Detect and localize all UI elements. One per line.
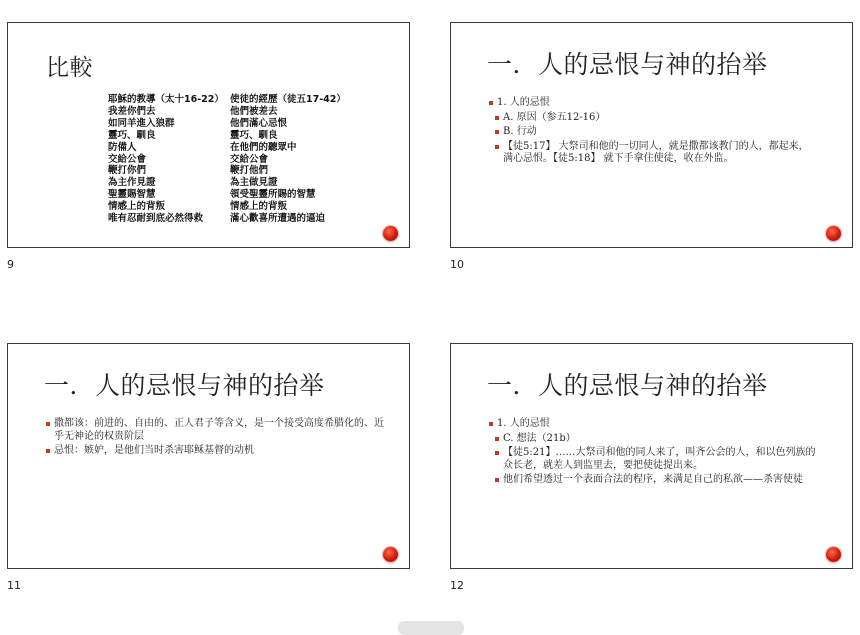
apostles-experience-cell: 交給公會 — [230, 153, 269, 165]
slide-number: 9 — [7, 258, 14, 271]
apostles-experience-cell: 他們被差去 — [230, 105, 278, 117]
slide-12[interactable] — [450, 343, 853, 569]
bullet-item — [493, 126, 817, 139]
slide-11[interactable] — [7, 343, 410, 569]
apostles-experience-cell: 靈巧、馴良 — [230, 129, 278, 141]
comparison-row — [108, 118, 346, 130]
apostles-experience-cell: 為主做見證 — [230, 177, 278, 189]
bullet-icon — [495, 145, 499, 149]
comparison-row — [108, 94, 346, 106]
jesus-teaching-cell: 鞭打你們 — [108, 165, 147, 177]
bullet-item — [493, 141, 817, 166]
jesus-teaching-cell: 我差你們去 — [108, 105, 156, 117]
comparison-row — [108, 142, 346, 154]
apostles-experience-cell: 在他們的聽眾中 — [230, 141, 297, 153]
apostles-experience-cell: 情感上的背叛 — [230, 201, 288, 213]
comparison-row — [108, 165, 346, 177]
bullet-icon — [46, 449, 50, 453]
slide-title: 一．人的忌恨与神的抬举 — [487, 371, 768, 400]
slide-number: 11 — [7, 579, 21, 592]
bullet-item — [487, 97, 817, 110]
slide-title: 比較 — [46, 55, 93, 81]
jesus-teaching-cell: 情感上的背叛 — [108, 201, 166, 213]
bullet-text: A. 原因（参五12-16） — [503, 111, 606, 123]
bullet-item — [44, 445, 389, 458]
jesus-teaching-cell: 唯有忍耐到底必然得救 — [108, 213, 204, 225]
jesus-teaching-cell: 聖靈賜智慧 — [108, 189, 156, 201]
bullet-text: 【徒5:17】 大祭司和他的一切同人，就是撒都该教门的人，都起来，满心忌恨。【徒5:18】 就下手拿住使徒，收在外监。 — [503, 140, 809, 165]
comparison-row — [108, 106, 346, 118]
bullet-text: B. 行动 — [503, 126, 537, 138]
bullet-icon — [495, 116, 499, 120]
apostles-experience-cell: 他們滿心忌恨 — [230, 117, 288, 129]
slide-body — [44, 418, 389, 458]
comparison-row — [108, 201, 346, 213]
apostles-experience-cell: 領受聖靈所賜的智慧 — [230, 189, 316, 201]
record-dot-icon — [383, 226, 398, 241]
jesus-teaching-cell: 如同羊進入狼群 — [108, 117, 175, 129]
comparison-row — [108, 177, 346, 189]
comparison-list — [108, 94, 346, 225]
bullet-text: C. 想法（21b） — [503, 432, 576, 444]
slide-number: 12 — [450, 579, 464, 592]
bullet-icon — [495, 478, 499, 482]
bullet-icon — [495, 451, 499, 455]
slide-body — [487, 418, 817, 487]
slide-number: 10 — [450, 258, 464, 271]
bullet-icon — [489, 422, 493, 426]
bullet-item — [493, 447, 817, 472]
bullet-item — [493, 112, 817, 125]
bullet-text: 撒都该：前进的、自由的、正人君子等含义，是一个接受高度希腊化的、近乎无神论的权贵阶层 — [54, 418, 384, 442]
horizontal-scrollbar[interactable] — [398, 621, 464, 635]
bullet-icon — [489, 101, 493, 105]
record-dot-icon — [826, 547, 841, 562]
bullet-item — [487, 418, 817, 431]
jesus-teaching-cell: 為主作見證 — [108, 177, 156, 189]
slide-title: 一．人的忌恨与神的抬举 — [44, 371, 325, 400]
apostles-experience-cell: 滿心歡喜所遭遇的逼迫 — [230, 213, 326, 225]
apostles-experience-cell: 使徒的經歷（徒五17-42） — [230, 94, 346, 105]
bullet-icon — [46, 422, 50, 426]
bullet-text: 【徒5:21】……大祭司和他的同人来了，叫齐公会的人，和以色列族的众长老，就差人到监里去，要把使徒提出来。 — [503, 447, 816, 471]
jesus-teaching-cell: 耶穌的教導（太十16-22） — [108, 94, 224, 105]
bullet-text: 1. 人的忌恨 — [497, 418, 550, 429]
bullet-icon — [495, 130, 499, 134]
bullet-text: 忌恨：嫉妒，是他们当时杀害耶稣基督的动机 — [54, 445, 254, 457]
record-dot-icon — [383, 547, 398, 562]
jesus-teaching-cell: 交給公會 — [108, 153, 147, 165]
slide-10[interactable] — [450, 22, 853, 248]
slide-body — [487, 97, 817, 166]
slide-9[interactable] — [7, 22, 410, 248]
comparison-row — [108, 189, 346, 201]
comparison-row — [108, 213, 346, 225]
bullet-item — [44, 418, 389, 443]
comparison-row — [108, 130, 346, 142]
bullet-item — [493, 474, 817, 487]
bullet-text: 1. 人的忌恨 — [497, 97, 550, 108]
record-dot-icon — [826, 226, 841, 241]
apostles-experience-cell: 鞭打他們 — [230, 165, 269, 177]
bullet-text: 他们希望透过一个表面合法的程序，来满足自己的私欲——杀害使徒 — [503, 474, 803, 486]
jesus-teaching-cell: 靈巧、馴良 — [108, 129, 156, 141]
slide-title: 一．人的忌恨与神的抬举 — [487, 50, 768, 79]
bullet-item — [493, 433, 817, 446]
jesus-teaching-cell: 防備人 — [108, 141, 137, 153]
comparison-row — [108, 154, 346, 166]
bullet-icon — [495, 437, 499, 441]
